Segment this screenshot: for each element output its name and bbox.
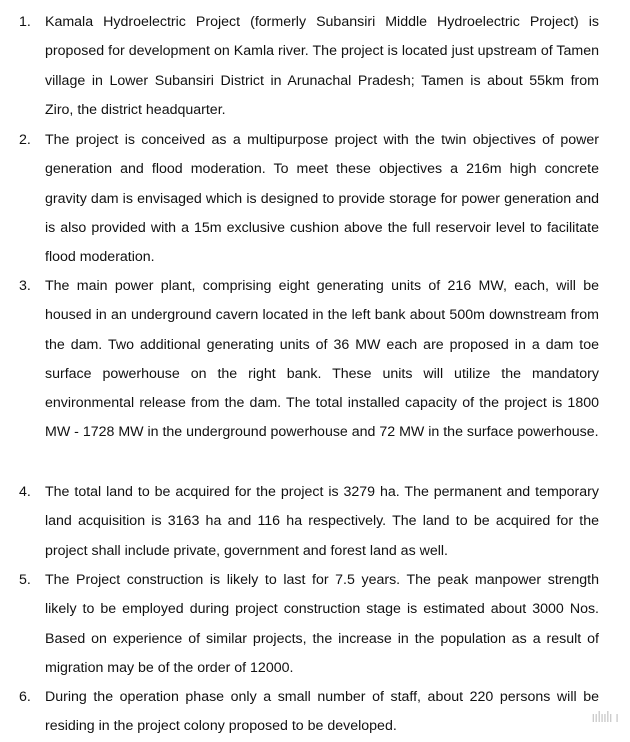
item-number: 5. (19, 572, 31, 588)
item-number: 4. (19, 484, 31, 500)
item-text: The Project construction is likely to last for 7.5 years. The peak manpower strength likely to be employed during project construction stage is estimated about 3000 Nos. Based on experience of similar projects, the increase in the population as a result of migration may be of the order of 12000. (45, 572, 599, 676)
watermark-logo: ıılıılı ı (591, 710, 618, 726)
item-number: 3. (19, 278, 31, 294)
item-number: 1. (19, 14, 31, 30)
item-text: The project is conceived as a multipurpose project with the twin objectives of power generation and flood moderation. To meet these objectives a 216m high concrete gravity dam is envisaged which is designed to provide storage for power generation and is also provided with a 15m exclusive cushion above the full reservoir level to facilitate flood moderation. (45, 132, 599, 266)
item-text: The main power plant, comprising eight generating units of 216 MW, each, will be housed in an underground cavern located in the left bank about 500m downstream from the dam. Two additional generating units of 36 MW each are proposed in a dam toe surface powerhouse on the right bank. These units will utilize the mandatory environmental release from the dam. The total installed capacity of the project is 1800 MW - 1728 MW in the underground powerhouse and 72 MW in the surface powerhouse. (45, 278, 599, 441)
item-text: Kamala Hydroelectric Project (formerly Subansiri Middle Hydroelectric Project) is proposed for development on Kamla river. The project is located just upstream of Tamen village in Lower Subansiri District in Arunachal Pradesh; Tamen is about 55km from Ziro, the district headquarter. (45, 14, 599, 118)
item-number: 2. (19, 132, 31, 148)
item-text: The total land to be acquired for the project is 3279 ha. The permanent and temporary land acquisition is 3163 ha and 116 ha respectively. The land to be acquired for the project shall include private, government and forest land as well. (45, 484, 599, 559)
item-number: 6. (19, 689, 31, 705)
item-text: During the operation phase only a small number of staff, about 220 persons will be residing in the project colony proposed to be developed. (45, 689, 599, 735)
